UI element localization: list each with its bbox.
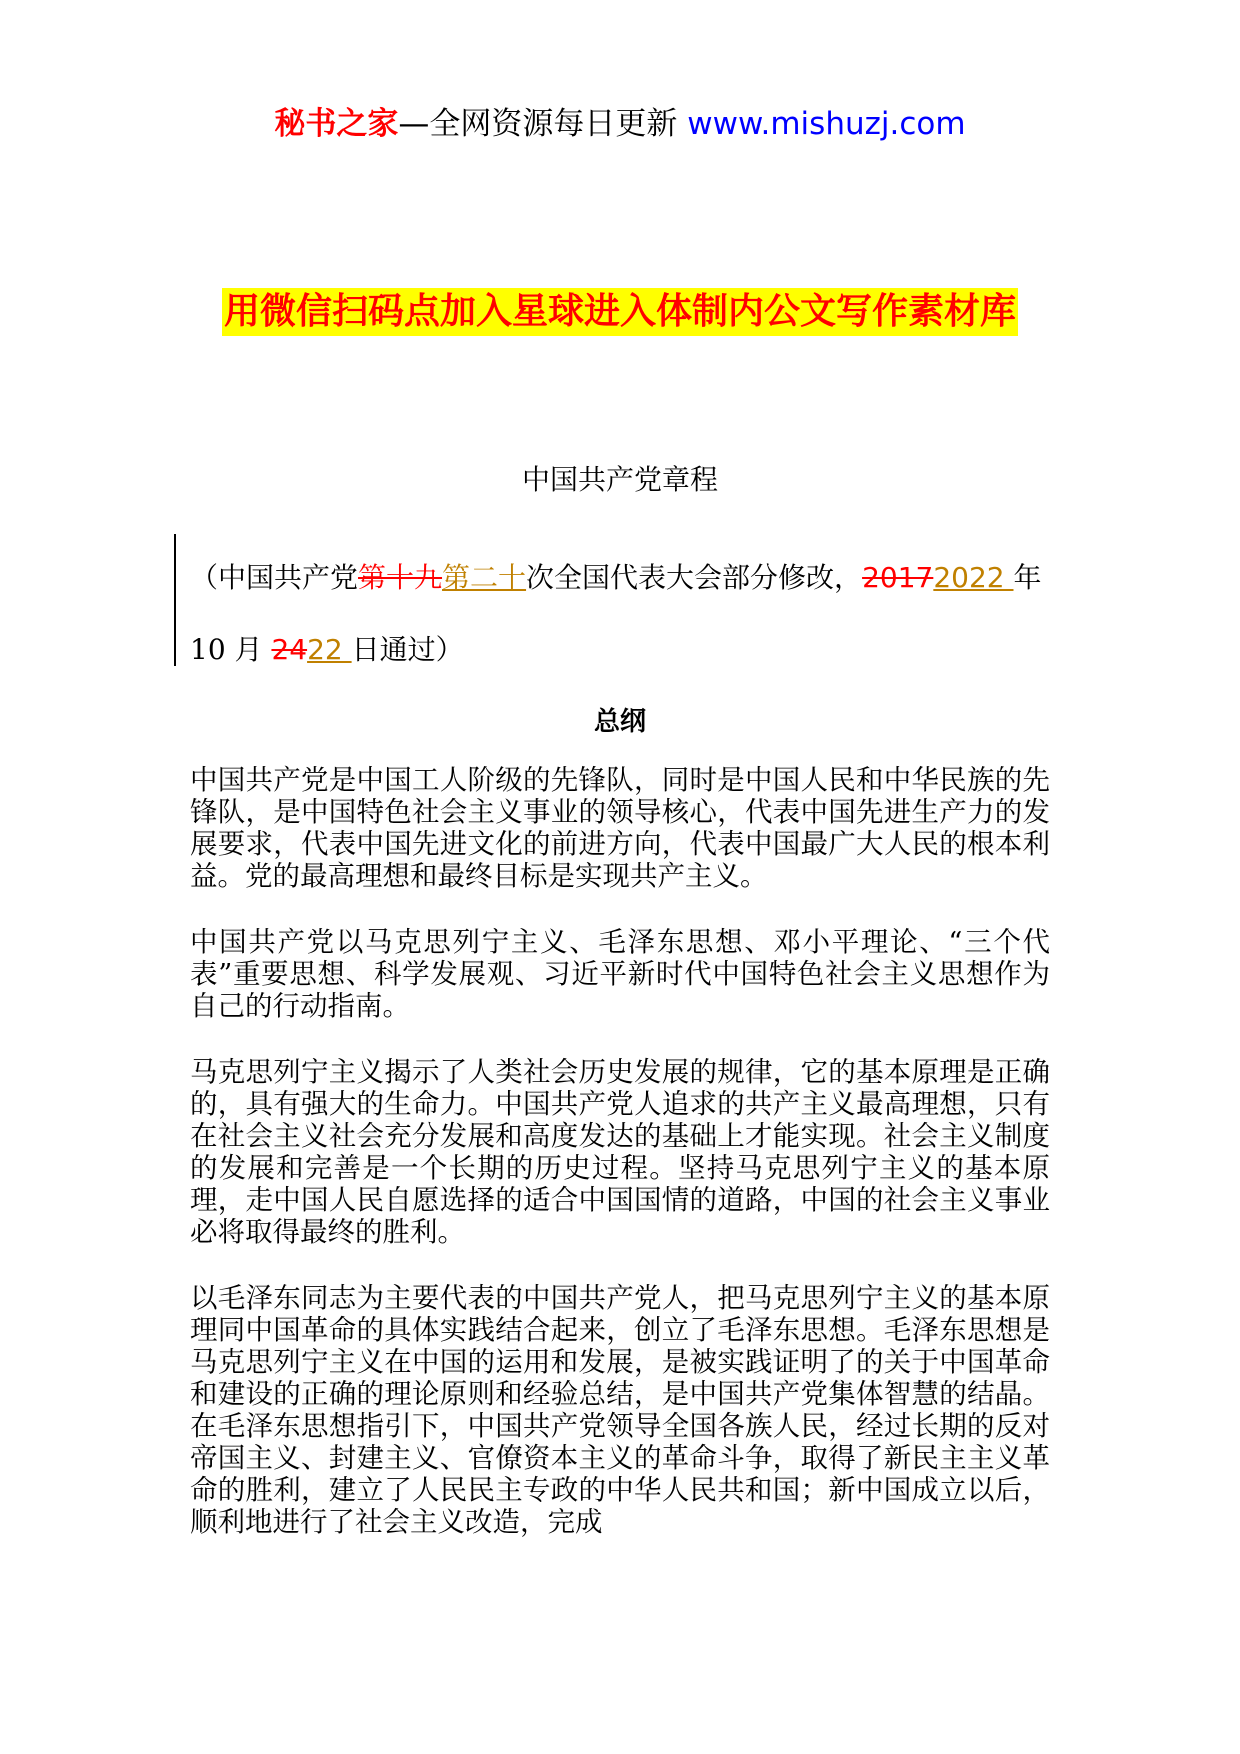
site-brand: 秘书之家 — [274, 106, 399, 142]
document-title: 中国共产党章程 — [521, 463, 718, 496]
deleted-session: 第十九 — [358, 561, 443, 594]
document-body — [190, 764, 1050, 1572]
site-header — [0, 102, 1240, 146]
inserted-session: 第二十 — [442, 561, 527, 594]
body-paragraph: 中国共产党以马克思列宁主义、毛泽东思想、邓小平理论、“三个代表”重要思想、科学发展观、习近平新时代中国特色社会主义思想作为自己的行动指南。 — [190, 926, 1050, 1022]
revision-middle: 次全国代表大会部分修改， — [526, 561, 863, 594]
promo-banner: 用微信扫码点加入星球进入体制内公文写作素材库 — [222, 288, 1018, 336]
revision-change-bar — [174, 534, 176, 666]
revision-year-suffix: 年 — [1013, 561, 1042, 594]
inserted-day: 22 — [307, 633, 352, 666]
revision-suffix: 日通过） — [351, 633, 464, 666]
deleted-year: 2017 — [862, 561, 934, 594]
inserted-year: 2022 — [933, 561, 1014, 594]
revision-prefix: （中国共产党 — [190, 561, 359, 594]
body-paragraph: 以毛泽东同志为主要代表的中国共产党人，把马克思列宁主义的基本原理同中国革命的具体实践结合起来，创立了毛泽东思想。毛泽东思想是马克思列宁主义在中国的运用和发展，是被实践证明了的关于中国革命和建设的正确的理论原则和经验总结，是中国共产党集体智慧的结晶。在毛泽东思想指引下，中国共产党领导全国各族人民，经过长期的反对帝国主义、封建主义、官僚资本主义的革命斗争，取得了新民主主义革命的胜利，建立了人民民主专政的中华人民共和国；新中国成立以后，顺利地进行了社会主义改造，完成 — [190, 1282, 1050, 1538]
site-tagline: —全网资源每日更新 — [398, 106, 688, 142]
site-url-link[interactable]: www.mishuzj.com — [687, 106, 966, 142]
body-paragraph: 中国共产党是中国工人阶级的先锋队，同时是中国人民和中华民族的先锋队，是中国特色社会主义事业的领导核心，代表中国先进生产力的发展要求，代表中国先进文化的前进方向，代表中国最广大人民的根本利益。党的最高理想和最终目标是实现共产主义。 — [190, 764, 1050, 892]
body-paragraph: 马克思列宁主义揭示了人类社会历史发展的规律，它的基本原理是正确的，具有强大的生命力。中国共产党人追求的共产主义最高理想，只有在社会主义社会充分发展和高度发达的基础上才能实现。社会主义制度的发展和完善是一个长期的历史过程。坚持马克思列宁主义的基本原理，走中国人民自愿选择的适合中国国情的道路，中国的社会主义事业必将取得最终的胜利。 — [190, 1056, 1050, 1248]
promo-banner-row — [0, 288, 1240, 336]
section-heading: 总纲 — [593, 707, 646, 737]
deleted-day: 24 — [271, 633, 308, 666]
revision-note — [190, 542, 1060, 686]
revision-month: 10 月 — [190, 633, 272, 666]
